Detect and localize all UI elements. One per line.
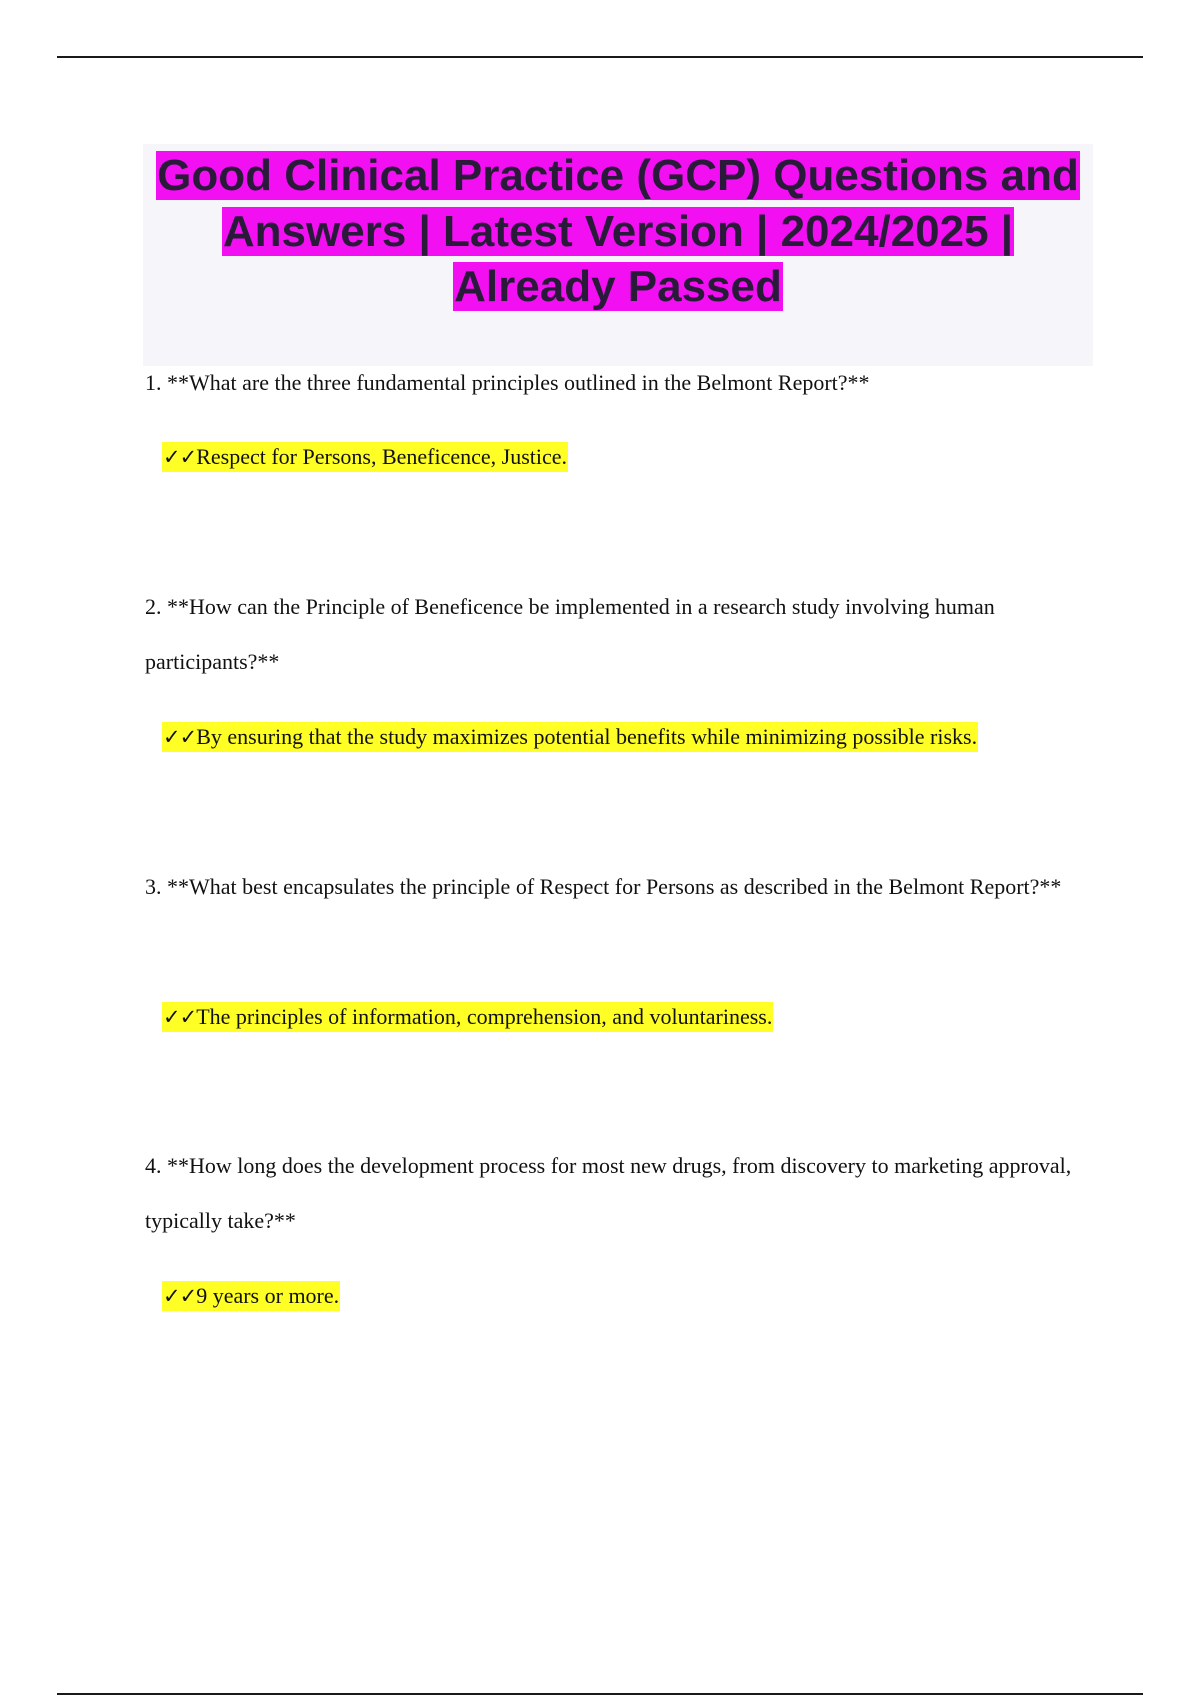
answer-1-highlight bbox=[162, 442, 568, 472]
question-4: 4. **How long does the development process for most new drugs, from discovery to marketing approval, typically take?** bbox=[145, 1153, 1072, 1233]
answer-3-highlight bbox=[162, 1002, 773, 1032]
footer-rule bbox=[57, 1693, 1143, 1695]
double-check-icon: ✓✓ bbox=[163, 445, 197, 469]
question-2: 2. **How can the Principle of Beneficence be implemented in a research study involving human participants?** bbox=[145, 594, 995, 674]
question-3: 3. **What best encapsulates the principle of Respect for Persons as described in the Belmont Report?** bbox=[145, 874, 1062, 899]
answer-4 bbox=[162, 1281, 340, 1311]
document-title-text: Good Clinical Practice (GCP) Questions and Answers | Latest Version | 2024/2025 | Already Passed bbox=[157, 151, 1079, 311]
answer-3-text: The principles of information, comprehension, and voluntariness. bbox=[196, 1004, 773, 1029]
answer-2-text: By ensuring that the study maximizes potential benefits while minimizing possible risks. bbox=[196, 724, 978, 749]
double-check-icon: ✓✓ bbox=[163, 725, 197, 749]
answer-1 bbox=[162, 442, 568, 472]
answer-3 bbox=[162, 1002, 773, 1032]
answer-2 bbox=[162, 722, 978, 752]
answer-1-text: Respect for Persons, Beneficence, Justice. bbox=[196, 444, 568, 469]
answer-2-highlight bbox=[162, 722, 978, 752]
question-1: 1. **What are the three fundamental principles outlined in the Belmont Report?** bbox=[145, 370, 870, 395]
document-title bbox=[143, 148, 1093, 315]
double-check-icon: ✓✓ bbox=[163, 1005, 197, 1029]
answer-4-highlight bbox=[162, 1281, 340, 1311]
answer-4-text: 9 years or more. bbox=[196, 1283, 340, 1308]
title-block bbox=[143, 144, 1093, 366]
header-rule bbox=[57, 56, 1143, 58]
double-check-icon: ✓✓ bbox=[163, 1284, 197, 1308]
